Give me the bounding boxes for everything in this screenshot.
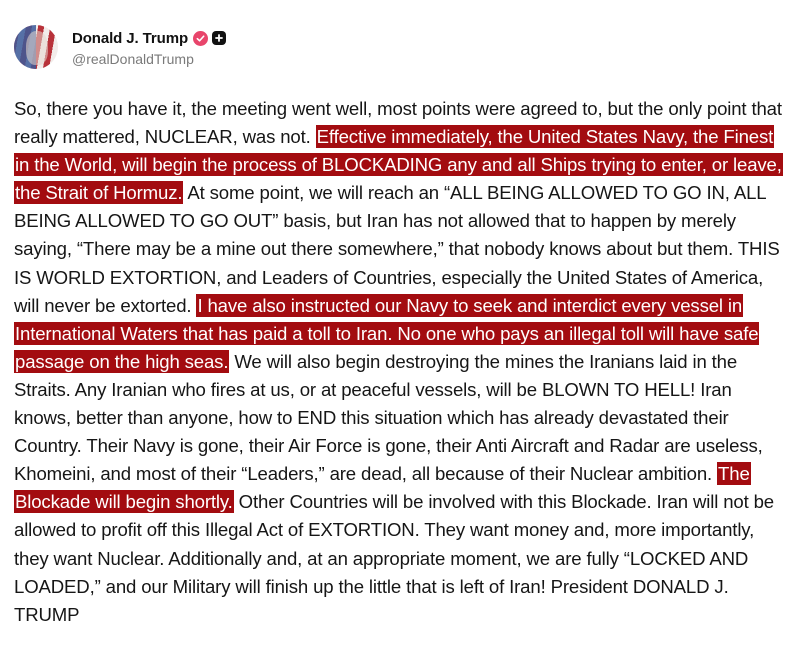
highlighted-text-segment: The Blockade will begin shortly. [15, 463, 750, 513]
post-text-segment: At some point, we will reach an “ALL BEING ALLOWED TO GO IN, ALL BEING ALLOWED TO GO OUT” basis, but Iran has not allowed that to happen by merely saying, “There may be a mine out there somewhere,” that nobody knows about but them. THIS IS WORLD EXTORTION, and Leaders of Countries, especially the United States of America, will never be extorted. [14, 182, 780, 316]
post-body [14, 95, 789, 629]
user-handle[interactable]: @realDonaldTrump [72, 51, 194, 67]
name-row [72, 27, 226, 49]
post-text-segment: Other Countries will be involved with this Blockade. Iran will not be allowed to profit off this Illegal Act of EXTORTION. They want money and, more importantly, they want Nuclear. Additionally and, at an appropriate moment, we are fully “LOCKED AND LOADED,” and our Military will finish up the little that is left of Iran! President DONALD J. TRUMP [14, 491, 774, 625]
post-header [14, 22, 226, 72]
avatar[interactable] [14, 25, 58, 69]
display-name[interactable]: Donald J. Trump [72, 29, 189, 47]
verified-badge-icon [193, 31, 208, 46]
post-text-segment: So, there you have it, the meeting went well, most points were agreed to, but the only point that really mattered, NUCLEAR, was not. [14, 98, 782, 148]
author-identity [72, 27, 226, 67]
post-text-segment: We will also begin destroying the mines the Iranians laid in the Straits. Any Iranian who fires at us, or at peaceful vessels, will be BLOWN TO HELL! Iran knows, better than anyone, how to END this situation which has already devastated their Country. Their Navy is gone, their Air Force is gone, their Anti Aircraft and Radar are useless, Khomeini, and most of their “Leaders,” are dead, all because of their Nuclear ambition. [14, 350, 763, 485]
highlighted-text-segment: I have also instructed our Navy to seek and interdict every vessel in International Waters that has paid a toll to Iran. No one who pays an illegal toll will have safe passage on the high seas. [15, 294, 759, 372]
avatar-portrait [26, 31, 48, 65]
highlighted-text-segment: Effective immediately, the United States Navy, the Finest in the World, will begin the process of BLOCKADING any and all Ships trying to enter, or leave, the Strait of Hormuz. [15, 126, 782, 204]
plus-badge-icon [212, 31, 226, 45]
